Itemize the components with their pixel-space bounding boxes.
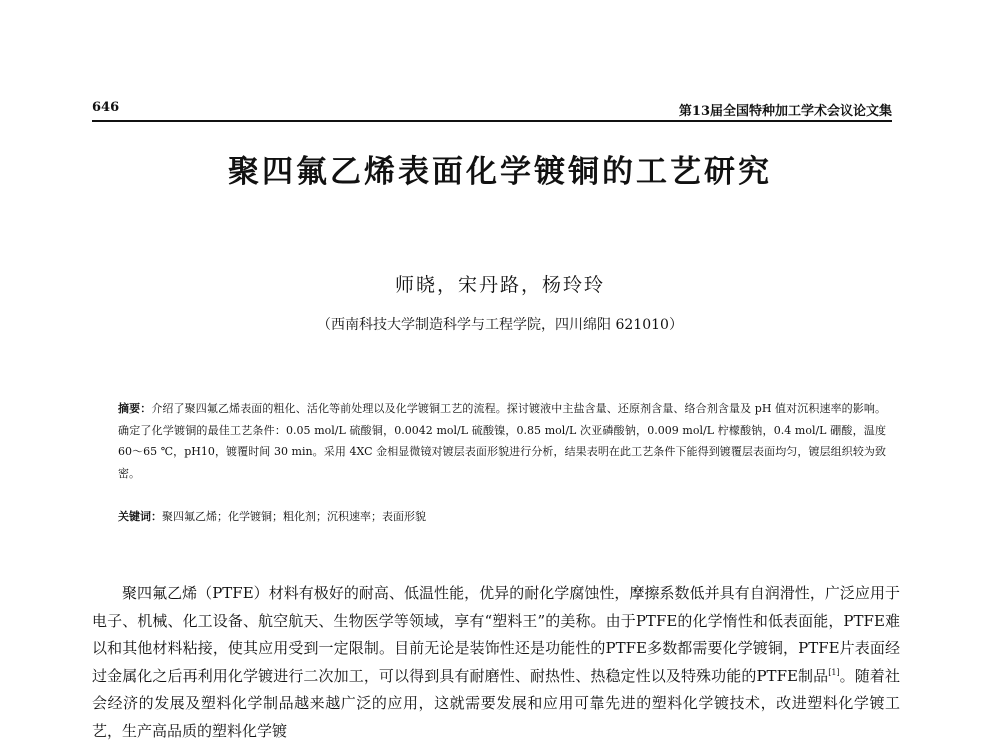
body-text-part-1: 聚四氟乙烯（PTFE）材料有极好的耐高、低温性能，优异的耐化学腐蚀性，摩擦系数低并具有自润滑性，广泛应用于电子、机械、化工设备、航空航天、生物医学等领域，享有“塑料王”的美称。由于PTFE的化学惰性和低表面能，PTFE难以和其他材料粘接，使其应用受到一定限制。目前无论是装饰性还是功能性的PTFE多数都需要化学镀铜，PTFE片表面经过金属化之后再利用化学镀进行二次加工，可以得到具有耐磨性、耐热性、热稳定性以及特殊功能的PTFE制品 [92,584,900,685]
keywords [118,506,886,528]
author-affiliation: （西南科技大学制造科学与工程学院，四川绵阳 621010） [317,317,683,333]
proceedings-title: 第13届全国特种加工学术会议论文集 [678,104,892,119]
paper-title: 聚四氟乙烯表面化学镀铜的工艺研究 [228,154,772,190]
abstract-text: 介绍了聚四氟乙烯表面的粗化、活化等前处理以及化学镀铜工艺的流程。探讨镀液中主盐含量、还原剂含量、络合剂含量及 pH 值对沉积速率的影响。确定了化学镀铜的最佳工艺条件：0.05 mol/L 硫酸铜，0.0042 mol/L 硫酸镍，0.85 mol/L 次亚磷酸钠，0.009 mol/L 柠檬酸钠，0.4 mol/L 硼酸，温度 60～65 ℃，pH10，镀覆时间 30 min。采用 4XC 金相显微镜对镀层表面形貌进行分析，结果表明在此工艺条件下能得到镀覆层表面均匀，镀层组织较为致密。 [118,402,887,480]
keywords-label: 关键词： [118,510,162,523]
abstract-label: 摘要： [118,402,152,415]
author-list: 师晓，宋丹路，杨玲玲 [394,274,605,296]
keywords-text: 聚四氟乙烯；化学镀铜；粗化剂；沉积速率；表面形貌 [162,510,426,523]
body-text-part-2: 。随着社会经济的发展及塑料化学制品越来越广泛的应用，这就需要发展和应用可靠先进的塑料化学镀技术，改进塑料化学镀工艺，生产高品质的塑料化学镀 [92,666,900,740]
citation-marker: [1] [828,667,840,677]
abstract [118,398,886,484]
body-paragraph [92,580,900,745]
running-header-row [92,98,892,122]
page-number: 646 [92,100,120,115]
